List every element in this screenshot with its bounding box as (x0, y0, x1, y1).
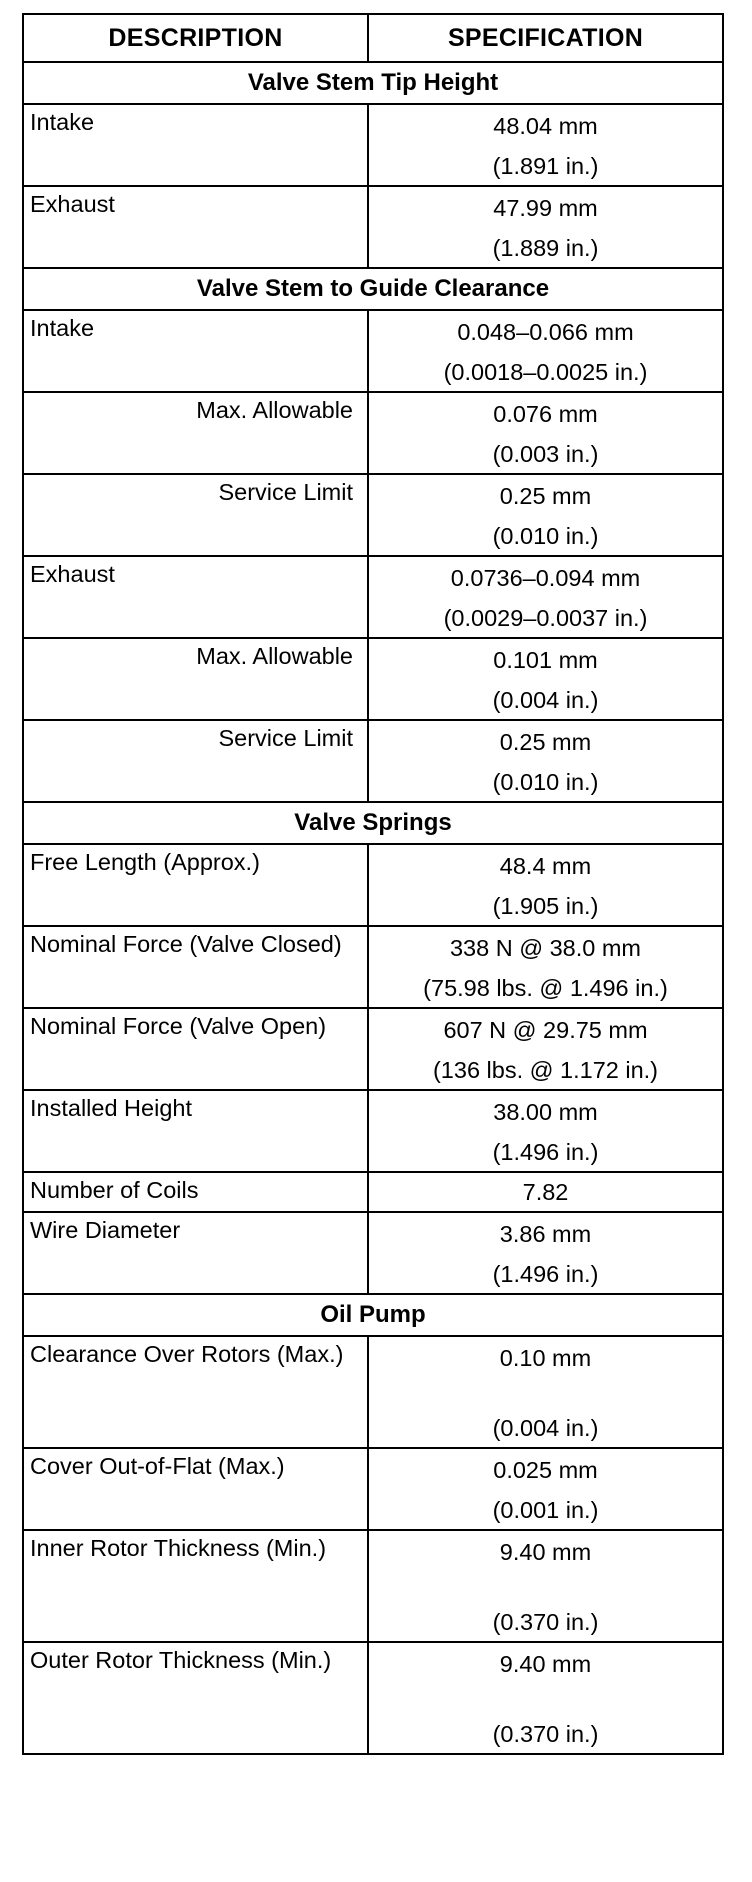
spec-imperial: (0.0018–0.0025 in.) (443, 359, 648, 385)
spec-imperial: (0.004 in.) (492, 1415, 599, 1441)
section-row (23, 62, 723, 104)
row-description: Intake (23, 104, 368, 186)
section-title: Valve Stem Tip Height (23, 62, 723, 104)
row-description: Service Limit (23, 474, 368, 556)
row-specification (368, 1212, 723, 1294)
spec-imperial: (0.010 in.) (492, 769, 599, 795)
spec-imperial: (0.004 in.) (492, 687, 599, 713)
row-specification (368, 186, 723, 268)
table-row (23, 638, 723, 720)
row-description: Wire Diameter (23, 1212, 368, 1294)
table-row (23, 1642, 723, 1754)
spec-imperial: (75.98 lbs. @ 1.496 in.) (423, 975, 668, 1001)
table-row (23, 310, 723, 392)
row-specification (368, 1530, 723, 1642)
row-specification (368, 720, 723, 802)
spec-metric: 9.40 mm (499, 1651, 592, 1677)
row-specification (368, 556, 723, 638)
table-row (23, 1172, 723, 1212)
table-row (23, 104, 723, 186)
description-header: DESCRIPTION (23, 14, 368, 62)
table-row (23, 720, 723, 802)
spec-imperial: (0.001 in.) (492, 1497, 599, 1523)
row-description: Installed Height (23, 1090, 368, 1172)
table-row (23, 556, 723, 638)
table-row (23, 844, 723, 926)
row-specification (368, 104, 723, 186)
row-description: Number of Coils (23, 1172, 368, 1212)
row-description: Free Length (Approx.) (23, 844, 368, 926)
row-description: Max. Allowable (23, 638, 368, 720)
table-row (23, 392, 723, 474)
spec-imperial: (0.003 in.) (492, 441, 599, 467)
row-specification (368, 926, 723, 1008)
spec-metric: 0.076 mm (493, 401, 598, 427)
row-description: Exhaust (23, 556, 368, 638)
spec-imperial: (1.496 in.) (492, 1261, 599, 1287)
row-description: Clearance Over Rotors (Max.) (23, 1336, 368, 1448)
section-row (23, 1294, 723, 1336)
section-title: Valve Springs (23, 802, 723, 844)
header-row (23, 14, 723, 62)
section-row (23, 802, 723, 844)
specification-header: SPECIFICATION (368, 14, 723, 62)
row-specification (368, 1448, 723, 1530)
table-row (23, 1008, 723, 1090)
spec-imperial: (0.010 in.) (492, 523, 599, 549)
spec-imperial: (136 lbs. @ 1.172 in.) (432, 1057, 659, 1083)
row-description: Inner Rotor Thickness (Min.) (23, 1530, 368, 1642)
spec-imperial: (0.370 in.) (492, 1721, 599, 1747)
section-title: Oil Pump (23, 1294, 723, 1336)
spec-metric: 0.101 mm (493, 647, 598, 673)
spec-metric: 3.86 mm (499, 1221, 592, 1247)
row-specification (368, 392, 723, 474)
row-specification (368, 844, 723, 926)
table-row (23, 186, 723, 268)
table-row (23, 1212, 723, 1294)
table-row (23, 1336, 723, 1448)
row-specification (368, 1172, 723, 1212)
spec-imperial: (1.905 in.) (492, 893, 599, 919)
section-row (23, 268, 723, 310)
row-description: Cover Out-of-Flat (Max.) (23, 1448, 368, 1530)
row-description: Exhaust (23, 186, 368, 268)
section-title: Valve Stem to Guide Clearance (23, 268, 723, 310)
spec-imperial: (0.370 in.) (492, 1609, 599, 1635)
table-row (23, 926, 723, 1008)
spec-metric: 0.048–0.066 mm (457, 319, 634, 345)
row-specification (368, 1008, 723, 1090)
spec-metric: 0.10 mm (499, 1345, 592, 1371)
table-row (23, 474, 723, 556)
spec-imperial: (1.889 in.) (492, 235, 599, 261)
spec-table (22, 13, 724, 1755)
spec-metric: 607 N @ 29.75 mm (443, 1017, 648, 1043)
row-description: Intake (23, 310, 368, 392)
table-row (23, 1448, 723, 1530)
spec-imperial: (1.496 in.) (492, 1139, 599, 1165)
spec-imperial: (1.891 in.) (492, 153, 599, 179)
row-description: Service Limit (23, 720, 368, 802)
row-description: Nominal Force (Valve Closed) (23, 926, 368, 1008)
table-row (23, 1530, 723, 1642)
spec-metric: 48.4 mm (499, 853, 592, 879)
table-row (23, 1090, 723, 1172)
row-specification (368, 1090, 723, 1172)
spec-metric: 47.99 mm (493, 195, 598, 221)
spec-metric: 38.00 mm (493, 1099, 598, 1125)
spec-metric: 0.0736–0.094 mm (450, 565, 641, 591)
spec-metric: 0.025 mm (493, 1457, 598, 1483)
spec-value: 7.82 (522, 1179, 569, 1205)
row-description: Nominal Force (Valve Open) (23, 1008, 368, 1090)
spec-metric: 48.04 mm (493, 113, 598, 139)
row-specification (368, 1336, 723, 1448)
spec-imperial: (0.0029–0.0037 in.) (443, 605, 648, 631)
spec-metric: 9.40 mm (499, 1539, 592, 1565)
row-specification (368, 310, 723, 392)
row-specification (368, 1642, 723, 1754)
row-description: Outer Rotor Thickness (Min.) (23, 1642, 368, 1754)
spec-metric: 0.25 mm (499, 729, 592, 755)
row-specification (368, 638, 723, 720)
spec-metric: 0.25 mm (499, 483, 592, 509)
spec-metric: 338 N @ 38.0 mm (449, 935, 642, 961)
row-specification (368, 474, 723, 556)
row-description: Max. Allowable (23, 392, 368, 474)
